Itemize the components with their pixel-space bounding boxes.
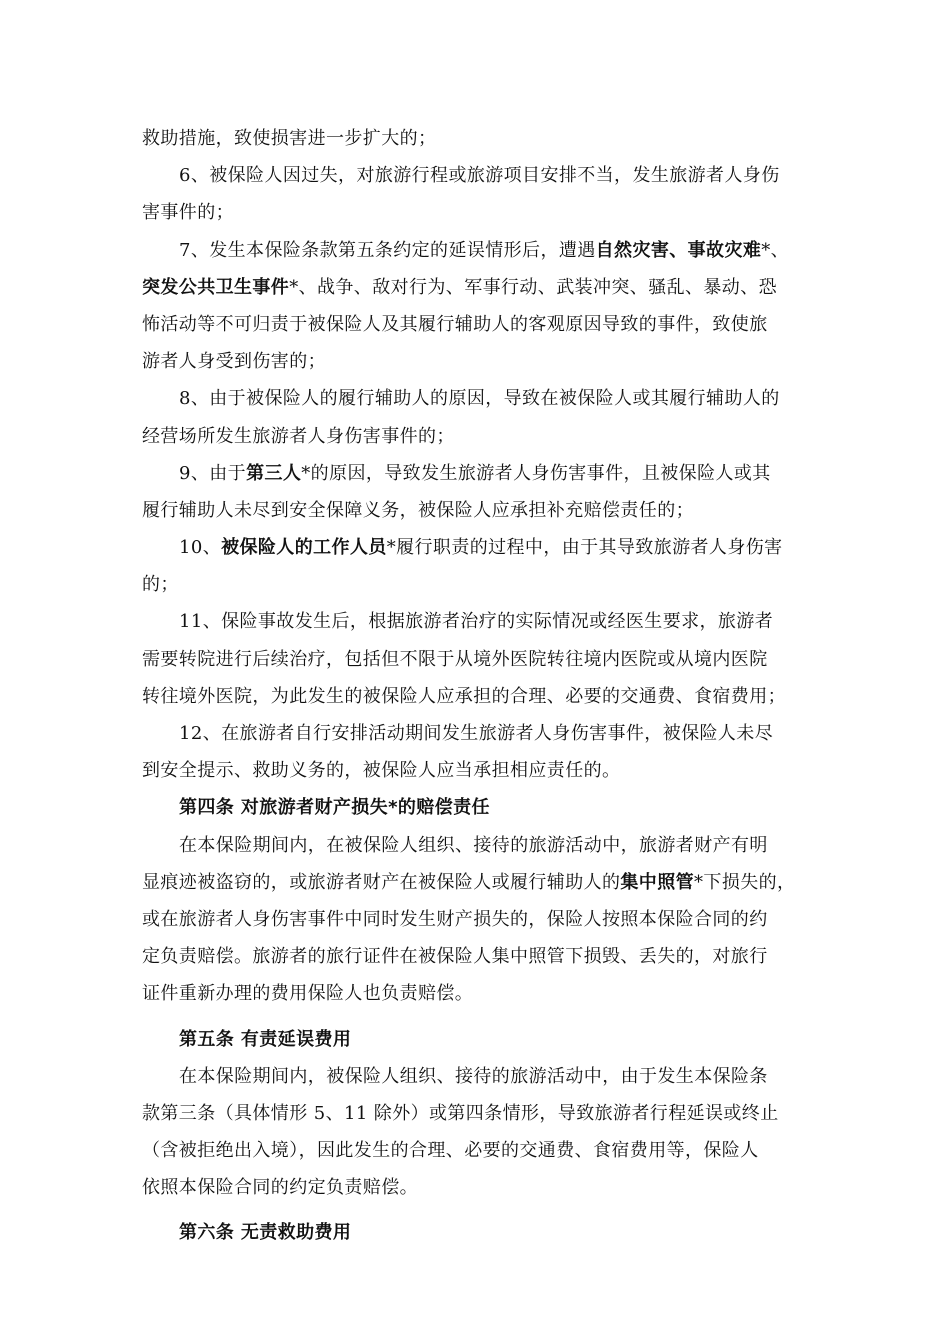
item-6-line-2: 害事件的；	[142, 202, 234, 224]
text: *、	[761, 239, 790, 261]
text: *、战争、敌对行为、军事行动、武装冲突、骚乱、暴动、恐	[289, 276, 778, 298]
article-4-line-3: 或在旅游者人身伤害事件中同时发生财产损失的，保险人按照本保险合同的约	[142, 908, 768, 930]
article-5-line-1: 在本保险期间内，被保险人组织、接待的旅游活动中，由于发生本保险条	[179, 1065, 768, 1087]
article-5-heading: 第五条 有责延误费用	[179, 1028, 352, 1050]
article-5-line-4: 依照本保险合同的约定负责赔偿。	[142, 1177, 418, 1199]
article-4-line-2	[142, 864, 822, 901]
item-8-line-1: 8、由于被保险人的履行辅助人的原因，导致在被保险人或其履行辅助人的	[179, 388, 780, 410]
item-12-line-1: 12、在旅游者自行安排活动期间发生旅游者人身伤害事件，被保险人未尽	[179, 723, 774, 744]
article-4-line-5: 证件重新办理的费用保险人也负责赔偿。	[142, 983, 474, 1005]
article-4-line-4: 定负责赔偿。旅游者的旅行证件在被保险人集中照管下损毁、丢失的，对旅行	[142, 946, 768, 968]
bold-term: 自然灾害、事故灾难	[595, 239, 762, 261]
article-4-line-1: 在本保险期间内，在被保险人组织、接待的旅游活动中，旅游者财产有明	[179, 834, 768, 856]
item-7-line-2	[142, 269, 822, 306]
item-6-line-1: 6、被保险人因过失，对旅游行程或旅游项目安排不当，发生旅游者人身伤	[179, 165, 780, 187]
bold-term: 突发公共卫生事件	[142, 276, 290, 298]
item-7-line-1	[142, 232, 822, 269]
article-5-line-2: 款第三条（具体情形 5、11 除外）或第四条情形，导致旅游者行程延误或终止	[142, 1102, 779, 1124]
text: *下损失的，	[694, 871, 796, 893]
item-12-line-2: 到安全提示、救助义务的，被保险人应当承担相应责任的。	[142, 760, 621, 782]
item-10-line-2: 的；	[142, 574, 179, 596]
item-7-line-4: 游者人身受到伤害的；	[142, 351, 326, 373]
item-11-line-2: 需要转院进行后续治疗，包括但不限于从境外医院转往境内医院或从境内医院	[142, 648, 768, 670]
item-9-line-2: 履行辅助人未尽到安全保障义务，被保险人应承担补充赔偿责任的；	[142, 499, 694, 521]
item-8-line-2: 经营场所发生旅游者人身伤害事件的；	[142, 425, 455, 447]
item-11-line-3: 转往境外医院，为此发生的被保险人应承担的合理、必要的交通费、食宿费用；	[142, 685, 786, 707]
paragraph-line: 救助措施，致使损害进一步扩大的；	[142, 128, 437, 149]
text: *的原因，导致发生旅游者人身伤害事件，且被保险人或其	[301, 462, 771, 484]
item-10-line-1	[142, 529, 822, 566]
article-4-heading: 第四条 对旅游者财产损失*的赔偿责任	[179, 797, 490, 819]
article-6-heading: 第六条 无责救助费用	[179, 1222, 352, 1244]
item-7-line-3: 怖活动等不可归责于被保险人及其履行辅助人的客观原因导致的事件，致使旅	[142, 313, 768, 335]
article-5-line-3: （含被拒绝出入境），因此发生的合理、必要的交通费、食宿费用等，保险人	[142, 1140, 759, 1162]
text: 显痕迹被盗窃的，或旅游者财产在被保险人或履行辅助人的	[142, 871, 621, 893]
document-body	[142, 120, 822, 1252]
text: 9、由于	[179, 462, 247, 484]
bold-term: 第三人	[246, 462, 302, 484]
text: 10、	[179, 537, 222, 559]
text: 7、发生本保险条款第五条约定的延误情形后，遭遇	[179, 239, 596, 261]
text: *履行职责的过程中，由于其导致旅游者人身伤害	[386, 537, 783, 559]
bold-term: 被保险人的工作人员	[221, 537, 387, 559]
item-9-line-1	[142, 455, 822, 492]
item-11-line-1: 11、保险事故发生后，根据旅游者治疗的实际情况或经医生要求，旅游者	[179, 611, 774, 633]
bold-term: 集中照管	[620, 871, 695, 893]
